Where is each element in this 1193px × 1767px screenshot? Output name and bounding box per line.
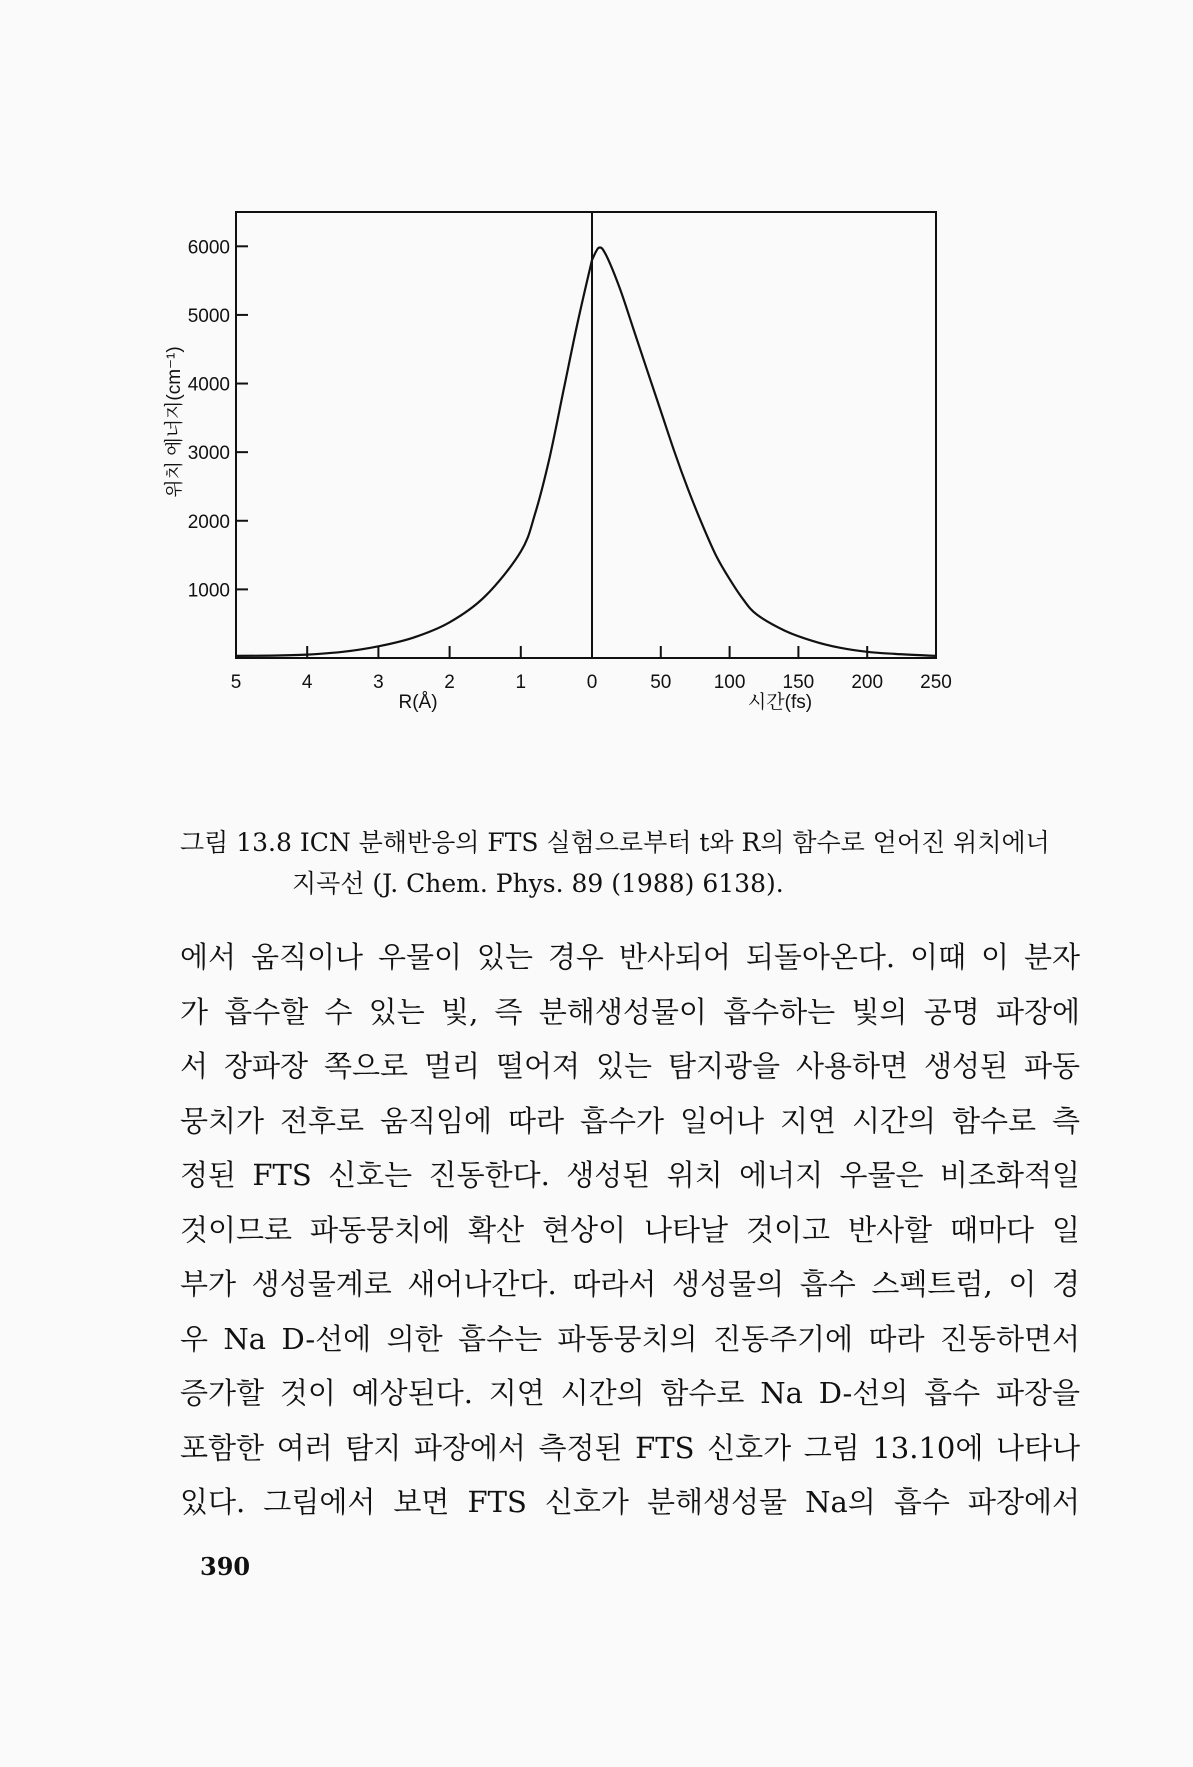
y-tick-label: 6000 bbox=[187, 237, 230, 259]
text-line: 있다. 그림에서 보면 FTS 신호가 분해생성물 Na의 흡수 파장에서 bbox=[180, 1485, 1080, 1519]
potential-energy-figure bbox=[140, 210, 1100, 810]
text-line: 뭉치가 전후로 움직임에 따라 흡수가 일어나 지연 시간의 함수로 측 bbox=[180, 1103, 1080, 1138]
x-axis-r bbox=[231, 646, 598, 693]
text-line: 가 흡수할 수 있는 빛, 즉 분해생성물이 흡수하는 빛의 공명 파장에 bbox=[180, 994, 1080, 1029]
text-line: 증가할 것이 예상된다. 지연 시간의 함수로 Na D-선의 흡수 파장을 bbox=[180, 1376, 1080, 1410]
text-line: 것이므로 파동뭉치에 확산 현상이 나타날 것이고 반사할 때마다 일 bbox=[180, 1212, 1080, 1247]
x-tick-label: 250 bbox=[920, 672, 952, 693]
page-number: 390 bbox=[200, 1552, 251, 1581]
y-tick-label: 3000 bbox=[187, 443, 230, 465]
x-tick-label: 50 bbox=[650, 672, 672, 693]
caption-citation: 지곡선 (J. Chem. Phys. 89 (1988) 6138). bbox=[292, 869, 784, 898]
x-tick-label: 150 bbox=[782, 672, 815, 693]
potential-curve-time bbox=[592, 247, 936, 655]
x-tick-label: 4 bbox=[301, 672, 313, 693]
caption-line: 그림 13.8 ICN 분해반응의 FTS 실험으로부터 t와 R의 함수로 얻어진 위치에너 bbox=[180, 828, 1050, 857]
x-tick-label: 200 bbox=[851, 672, 884, 693]
text-line: 포함한 여러 탐지 파장에서 측정된 FTS 신호가 그림 13.10에 나타나 bbox=[180, 1430, 1080, 1465]
x-tick-label: 1 bbox=[515, 672, 527, 693]
x-tick-label: 5 bbox=[230, 672, 242, 693]
y-tick-label: 1000 bbox=[187, 580, 230, 602]
potential-energy-chart bbox=[140, 210, 1100, 810]
y-tick-label: 2000 bbox=[187, 511, 230, 533]
text-line: 서 장파장 쪽으로 멀리 떨어져 있는 탐지광을 사용하면 생성된 파동 bbox=[180, 1049, 1080, 1083]
potential-curve-r bbox=[236, 260, 592, 656]
text-line: 우 Na D-선에 의한 흡수는 파동뭉치의 진동주기에 따라 진동하면서 bbox=[180, 1321, 1080, 1356]
y-axis bbox=[188, 237, 248, 601]
text-line: 에서 움직이나 우물이 있는 경우 반사되어 되돌아온다. 이때 이 분자 bbox=[180, 940, 1080, 974]
x-tick-label: 0 bbox=[586, 672, 598, 693]
x-tick-label: 100 bbox=[713, 672, 746, 693]
x-axis-label-time: 시간(fs) bbox=[747, 692, 813, 713]
text-line: 정된 FTS 신호는 진동한다. 생성된 위치 에너지 우물은 비조화적일 bbox=[180, 1158, 1080, 1192]
plot-frame bbox=[236, 212, 936, 658]
text-line: 부가 생성물계로 새어나간다. 따라서 생성물의 흡수 스펙트럼, 이 경 bbox=[180, 1267, 1080, 1301]
body-paragraph bbox=[180, 930, 1080, 1530]
y-axis-label: 위치 에너지(cm⁻¹) bbox=[164, 346, 185, 498]
y-tick-label: 5000 bbox=[187, 305, 230, 327]
x-axis-time bbox=[650, 646, 952, 693]
y-tick-label: 4000 bbox=[187, 374, 230, 396]
x-tick-label: 3 bbox=[373, 672, 384, 693]
figure-caption bbox=[180, 822, 1080, 904]
x-axis-label-r: R(Å) bbox=[398, 692, 438, 713]
x-tick-label: 2 bbox=[444, 672, 455, 693]
